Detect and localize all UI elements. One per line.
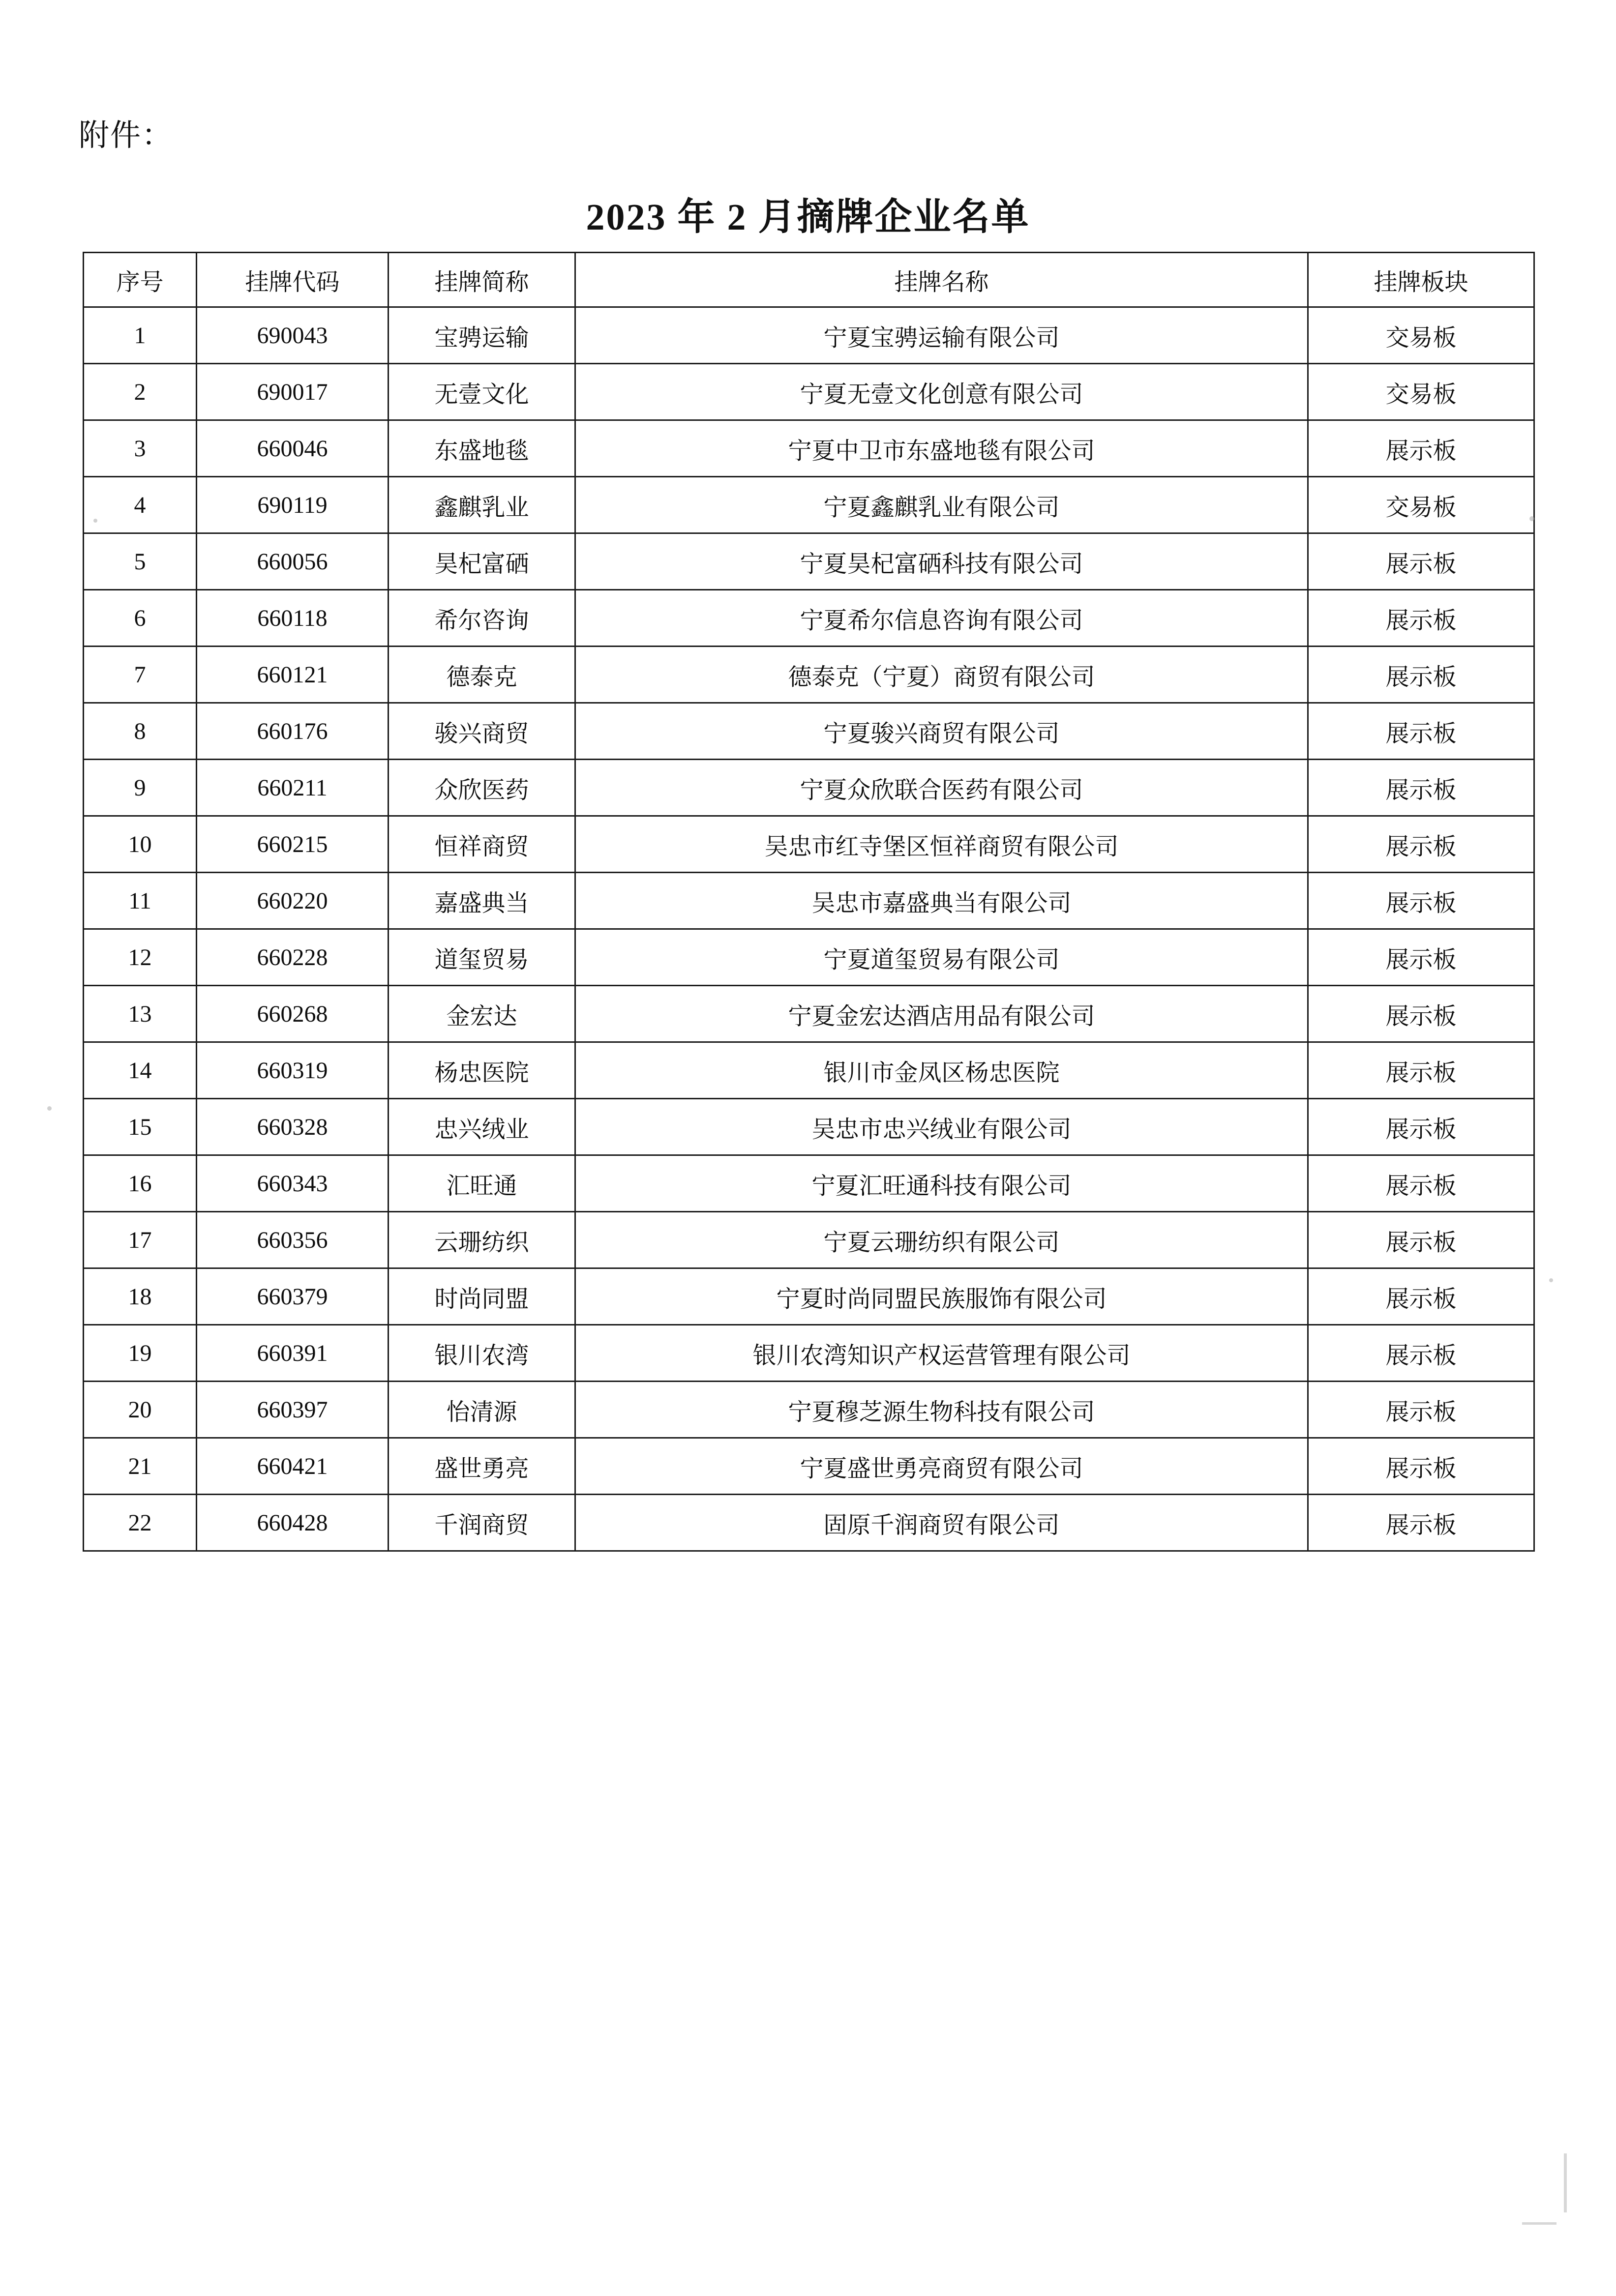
cell-full-name: 宁夏云珊纺织有限公司 (575, 1212, 1308, 1268)
cell-board: 展示板 (1308, 986, 1534, 1042)
cell-index: 16 (84, 1155, 197, 1212)
cell-index: 11 (84, 873, 197, 929)
cell-code: 660421 (197, 1438, 389, 1495)
table-header (84, 253, 1534, 307)
cell-short-name: 千润商贸 (389, 1495, 575, 1551)
delisting-table (83, 252, 1535, 1552)
cell-board: 展示板 (1308, 1438, 1534, 1495)
cell-index: 12 (84, 929, 197, 986)
table-row (84, 420, 1534, 477)
cell-short-name: 恒祥商贸 (389, 816, 575, 873)
scan-speck (47, 1106, 52, 1111)
cell-short-name: 忠兴绒业 (389, 1099, 575, 1155)
cell-index: 4 (84, 477, 197, 533)
cell-full-name: 宁夏汇旺通科技有限公司 (575, 1155, 1308, 1212)
cell-code: 660328 (197, 1099, 389, 1155)
cell-index: 2 (84, 364, 197, 420)
cell-code: 660118 (197, 590, 389, 647)
cell-board: 展示板 (1308, 647, 1534, 703)
cell-short-name: 杨忠医院 (389, 1042, 575, 1099)
cell-index: 5 (84, 533, 197, 590)
cell-code: 660176 (197, 703, 389, 760)
scan-edge-mark (1522, 2222, 1556, 2225)
table-row (84, 1042, 1534, 1099)
cell-board: 展示板 (1308, 1099, 1534, 1155)
cell-board: 展示板 (1308, 816, 1534, 873)
cell-full-name: 宁夏道玺贸易有限公司 (575, 929, 1308, 986)
cell-short-name: 时尚同盟 (389, 1268, 575, 1325)
cell-full-name: 宁夏众欣联合医药有限公司 (575, 760, 1308, 816)
cell-full-name: 宁夏希尔信息咨询有限公司 (575, 590, 1308, 647)
cell-index: 3 (84, 420, 197, 477)
cell-full-name: 固原千润商贸有限公司 (575, 1495, 1308, 1551)
cell-index: 21 (84, 1438, 197, 1495)
cell-index: 20 (84, 1382, 197, 1438)
cell-short-name: 怡清源 (389, 1382, 575, 1438)
cell-full-name: 宁夏无壹文化创意有限公司 (575, 364, 1308, 420)
cell-full-name: 德泰克（宁夏）商贸有限公司 (575, 647, 1308, 703)
table-row (84, 364, 1534, 420)
cell-index: 8 (84, 703, 197, 760)
cell-short-name: 盛世勇亮 (389, 1438, 575, 1495)
cell-code: 690043 (197, 307, 389, 364)
cell-code: 660211 (197, 760, 389, 816)
cell-index: 7 (84, 647, 197, 703)
cell-index: 13 (84, 986, 197, 1042)
cell-board: 展示板 (1308, 1212, 1534, 1268)
cell-short-name: 鑫麒乳业 (389, 477, 575, 533)
cell-code: 660046 (197, 420, 389, 477)
cell-board: 展示板 (1308, 1042, 1534, 1099)
cell-short-name: 无壹文化 (389, 364, 575, 420)
cell-short-name: 希尔咨询 (389, 590, 575, 647)
column-header-code: 挂牌代码 (197, 253, 389, 307)
delisting-table-container (83, 252, 1533, 1552)
cell-code: 660343 (197, 1155, 389, 1212)
table-header-row (84, 253, 1534, 307)
cell-short-name: 德泰克 (389, 647, 575, 703)
cell-short-name: 昊杞富硒 (389, 533, 575, 590)
cell-short-name: 宝骋运输 (389, 307, 575, 364)
cell-short-name: 嘉盛典当 (389, 873, 575, 929)
table-row (84, 1099, 1534, 1155)
cell-index: 15 (84, 1099, 197, 1155)
cell-code: 660428 (197, 1495, 389, 1551)
cell-full-name: 吴忠市忠兴绒业有限公司 (575, 1099, 1308, 1155)
cell-code: 660228 (197, 929, 389, 986)
cell-board: 展示板 (1308, 873, 1534, 929)
page-title: 2023 年 2 月摘牌企业名单 (586, 197, 1030, 238)
scan-edge-mark (1564, 2153, 1567, 2212)
column-header-board: 挂牌板块 (1308, 253, 1534, 307)
cell-short-name: 道玺贸易 (389, 929, 575, 986)
cell-full-name: 宁夏时尚同盟民族服饰有限公司 (575, 1268, 1308, 1325)
cell-index: 10 (84, 816, 197, 873)
table-row (84, 816, 1534, 873)
cell-code: 660121 (197, 647, 389, 703)
cell-code: 660319 (197, 1042, 389, 1099)
cell-board: 展示板 (1308, 420, 1534, 477)
cell-code: 660397 (197, 1382, 389, 1438)
cell-full-name: 吴忠市嘉盛典当有限公司 (575, 873, 1308, 929)
cell-index: 9 (84, 760, 197, 816)
cell-index: 19 (84, 1325, 197, 1382)
table-row (84, 703, 1534, 760)
table-row (84, 929, 1534, 986)
cell-board: 交易板 (1308, 307, 1534, 364)
cell-full-name: 银川农湾知识产权运营管理有限公司 (575, 1325, 1308, 1382)
table-row (84, 1212, 1534, 1268)
cell-full-name: 银川市金凤区杨忠医院 (575, 1042, 1308, 1099)
cell-code: 660268 (197, 986, 389, 1042)
cell-code: 690017 (197, 364, 389, 420)
cell-short-name: 东盛地毯 (389, 420, 575, 477)
cell-index: 22 (84, 1495, 197, 1551)
cell-board: 展示板 (1308, 1382, 1534, 1438)
cell-board: 展示板 (1308, 1325, 1534, 1382)
cell-board: 交易板 (1308, 364, 1534, 420)
cell-index: 14 (84, 1042, 197, 1099)
table-row (84, 1438, 1534, 1495)
cell-short-name: 骏兴商贸 (389, 703, 575, 760)
cell-full-name: 宁夏盛世勇亮商贸有限公司 (575, 1438, 1308, 1495)
cell-code: 660220 (197, 873, 389, 929)
table-row (84, 1155, 1534, 1212)
cell-board: 展示板 (1308, 533, 1534, 590)
cell-full-name: 宁夏昊杞富硒科技有限公司 (575, 533, 1308, 590)
cell-full-name: 宁夏穆芝源生物科技有限公司 (575, 1382, 1308, 1438)
cell-short-name: 众欣医药 (389, 760, 575, 816)
cell-full-name: 宁夏金宏达酒店用品有限公司 (575, 986, 1308, 1042)
cell-code: 660056 (197, 533, 389, 590)
table-row (84, 590, 1534, 647)
cell-board: 展示板 (1308, 929, 1534, 986)
table-body (84, 307, 1534, 1551)
cell-board: 交易板 (1308, 477, 1534, 533)
cell-short-name: 金宏达 (389, 986, 575, 1042)
table-row (84, 986, 1534, 1042)
cell-index: 6 (84, 590, 197, 647)
cell-full-name: 宁夏骏兴商贸有限公司 (575, 703, 1308, 760)
cell-full-name: 吴忠市红寺堡区恒祥商贸有限公司 (575, 816, 1308, 873)
cell-board: 展示板 (1308, 1268, 1534, 1325)
cell-full-name: 宁夏鑫麒乳业有限公司 (575, 477, 1308, 533)
scan-speck (1529, 516, 1534, 521)
attachment-label: 附件： (79, 119, 174, 152)
scan-speck (93, 519, 97, 523)
cell-board: 展示板 (1308, 760, 1534, 816)
cell-code: 660379 (197, 1268, 389, 1325)
table-row (84, 533, 1534, 590)
cell-code: 660215 (197, 816, 389, 873)
cell-board: 展示板 (1308, 1155, 1534, 1212)
cell-board: 展示板 (1308, 1495, 1534, 1551)
cell-code: 690119 (197, 477, 389, 533)
cell-index: 18 (84, 1268, 197, 1325)
table-row (84, 307, 1534, 364)
table-row (84, 1325, 1534, 1382)
cell-board: 展示板 (1308, 590, 1534, 647)
cell-short-name: 汇旺通 (389, 1155, 575, 1212)
cell-full-name: 宁夏中卫市东盛地毯有限公司 (575, 420, 1308, 477)
table-row (84, 760, 1534, 816)
column-header-index: 序号 (84, 253, 197, 307)
column-header-short-name: 挂牌简称 (389, 253, 575, 307)
cell-index: 1 (84, 307, 197, 364)
cell-code: 660391 (197, 1325, 389, 1382)
table-row (84, 1382, 1534, 1438)
cell-index: 17 (84, 1212, 197, 1268)
table-row (84, 1268, 1534, 1325)
table-row (84, 1495, 1534, 1551)
table-row (84, 477, 1534, 533)
cell-short-name: 云珊纺织 (389, 1212, 575, 1268)
column-header-full-name: 挂牌名称 (575, 253, 1308, 307)
cell-full-name: 宁夏宝骋运输有限公司 (575, 307, 1308, 364)
scan-speck (1549, 1278, 1553, 1282)
cell-code: 660356 (197, 1212, 389, 1268)
cell-short-name: 银川农湾 (389, 1325, 575, 1382)
table-row (84, 873, 1534, 929)
cell-board: 展示板 (1308, 703, 1534, 760)
table-row (84, 647, 1534, 703)
